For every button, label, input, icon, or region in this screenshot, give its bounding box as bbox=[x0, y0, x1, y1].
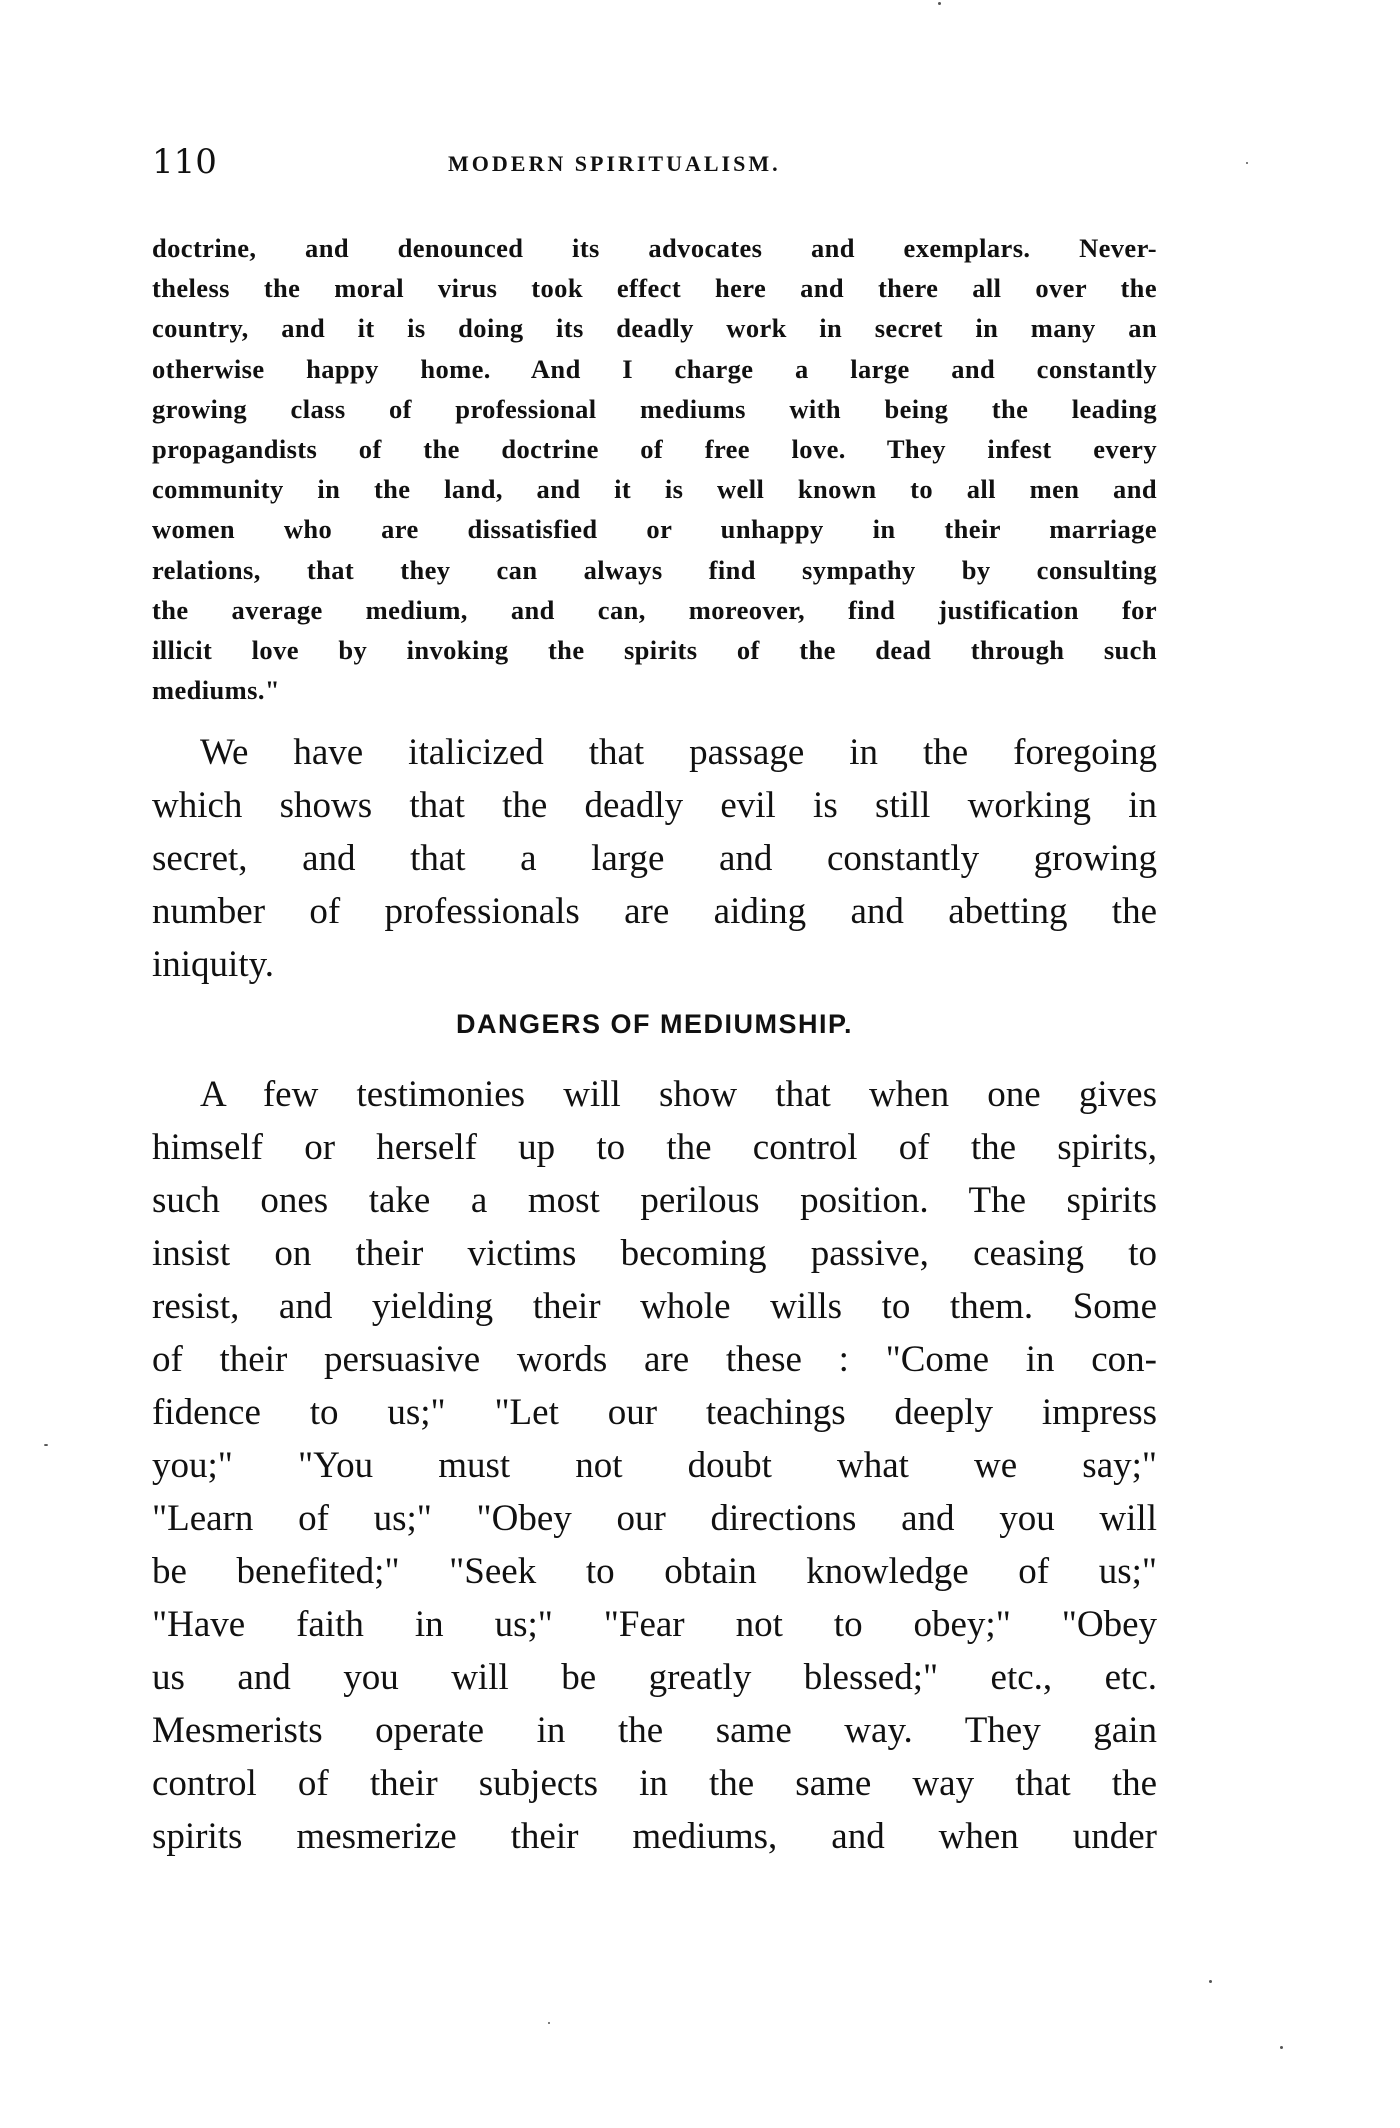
paragraph-line: fidence to us;" "Let our teachings deeply impress bbox=[152, 1392, 1157, 1433]
paragraph-line: of their persuasive words are these : "Come in con- bbox=[152, 1339, 1157, 1380]
paragraph-line: A few testimonies will show that when one gives bbox=[200, 1074, 1157, 1115]
quote-line: country, and it is doing its deadly work in secret in many an bbox=[152, 313, 1157, 344]
paragraph-line: which shows that the deadly evil is still working in bbox=[152, 785, 1157, 826]
quote-line: community in the land, and it is well known to all men and bbox=[152, 474, 1157, 505]
scan-speck bbox=[44, 1444, 48, 1446]
scan-speck bbox=[1209, 1980, 1212, 1983]
scan-speck bbox=[1280, 2046, 1283, 2049]
quote-line: otherwise happy home. And I charge a large and constantly bbox=[152, 353, 1157, 384]
paragraph-line: you;" "You must not doubt what we say;" bbox=[152, 1445, 1157, 1486]
quote-line: theless the moral virus took effect here and there all over the bbox=[152, 273, 1157, 304]
paragraph-line: We have italicized that passage in the foregoing bbox=[200, 732, 1157, 773]
paragraph-line: us and you will be greatly blessed;" etc., etc. bbox=[152, 1657, 1157, 1698]
scan-speck bbox=[1246, 162, 1248, 164]
paragraph-line: himself or herself up to the control of the spirits, bbox=[152, 1127, 1157, 1168]
quote-line: the average medium, and can, moreover, find justification for bbox=[152, 594, 1157, 625]
scan-speck bbox=[548, 2022, 550, 2024]
quote-line: relations, that they can always find sympathy by consulting bbox=[152, 554, 1157, 585]
paragraph-line: "Learn of us;" "Obey our directions and you will bbox=[152, 1498, 1157, 1539]
paragraph-line: insist on their victims becoming passive, ceasing to bbox=[152, 1233, 1157, 1274]
quote-line: propagandists of the doctrine of free love. They infest every bbox=[152, 434, 1157, 465]
paragraph-line: spirits mesmerize their mediums, and when under bbox=[152, 1816, 1157, 1857]
paragraph-line: such ones take a most perilous position. The spirits bbox=[152, 1180, 1157, 1221]
page-header bbox=[152, 140, 1162, 184]
paragraph-line: control of their subjects in the same way that the bbox=[152, 1763, 1157, 1804]
running-title: MODERN SPIRITUALISM. bbox=[448, 151, 781, 176]
paragraph-line: resist, and yielding their whole wills to them. Some bbox=[152, 1286, 1157, 1327]
paragraph-line: Mesmerists operate in the same way. They gain bbox=[152, 1710, 1157, 1751]
scan-speck bbox=[938, 2, 941, 5]
quote-line: illicit love by invoking the spirits of the dead through such bbox=[152, 635, 1157, 666]
quoted-passage bbox=[152, 228, 1157, 710]
quote-line: growing class of professional mediums with being the leading bbox=[152, 393, 1157, 424]
paragraph-italicized-passage bbox=[152, 726, 1157, 991]
paragraph-line: iniquity. bbox=[152, 944, 274, 985]
quote-line: doctrine, and denounced its advocates and exemplars. Never- bbox=[152, 233, 1157, 263]
paragraph-line: number of professionals are aiding and abetting the bbox=[152, 891, 1157, 932]
paragraph-testimonies bbox=[152, 1068, 1157, 1863]
page-number: 110 bbox=[152, 142, 217, 182]
quote-line: women who are dissatisfied or unhappy in their marriage bbox=[152, 514, 1157, 545]
paragraph-line: "Have faith in us;" "Fear not to obey;" "Obey bbox=[152, 1604, 1157, 1645]
section-heading: DANGERS OF MEDIUMSHIP. bbox=[455, 1009, 854, 1039]
paragraph-line: secret, and that a large and constantly growing bbox=[152, 838, 1157, 879]
paragraph-line: be benefited;" "Seek to obtain knowledge of us;" bbox=[152, 1551, 1157, 1592]
quote-line: mediums." bbox=[152, 675, 280, 706]
